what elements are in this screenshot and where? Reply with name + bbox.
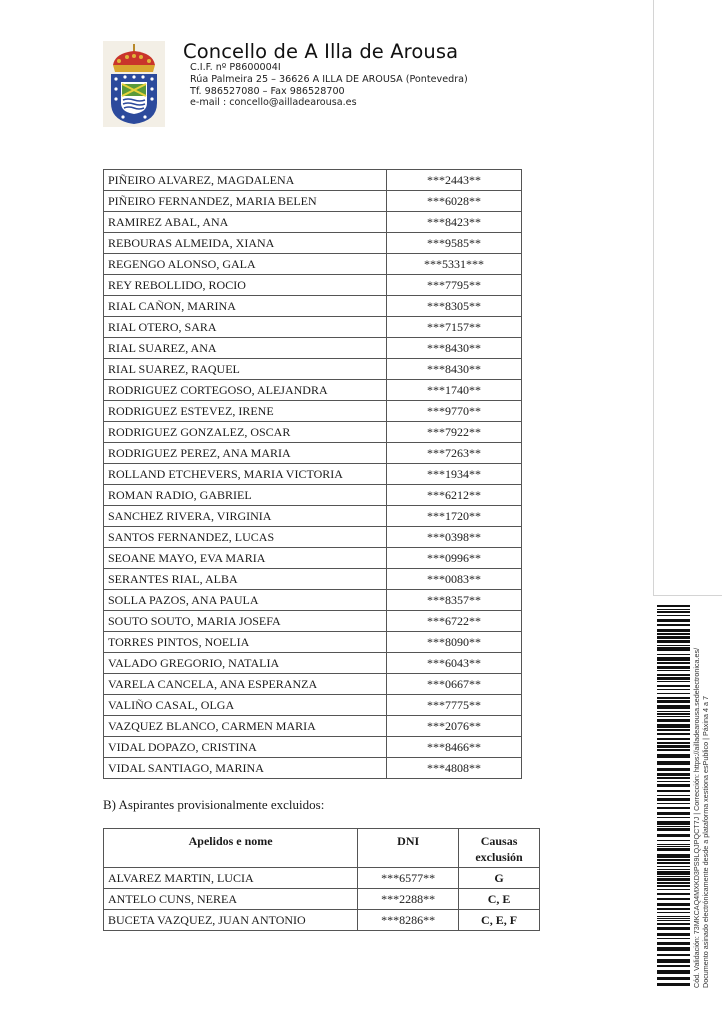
applicant-dni: ***1740** xyxy=(387,380,522,401)
barcode-bar xyxy=(657,773,690,776)
barcode-bar xyxy=(657,848,690,851)
barcode-bar xyxy=(657,636,690,639)
applicant-name: RODRIGUEZ CORTEGOSO, ALEJANDRA xyxy=(104,380,387,401)
margin-frame xyxy=(653,0,722,596)
applicant-dni: ***0083** xyxy=(387,569,522,590)
barcode-bar xyxy=(657,876,690,877)
applicant-dni: ***8430** xyxy=(387,338,522,359)
applicant-name: SEOANE MAYO, EVA MARIA xyxy=(104,548,387,569)
barcode-bar xyxy=(657,654,690,655)
coat-of-arms-logo xyxy=(103,41,165,127)
table-header-row xyxy=(104,829,540,868)
applicant-name: VALIÑO CASAL, OLGA xyxy=(104,695,387,716)
barcode-bar xyxy=(657,803,690,804)
barcode-bar xyxy=(657,745,690,748)
table-row xyxy=(104,212,522,233)
table-row xyxy=(104,653,522,674)
barcode-bar xyxy=(657,677,690,680)
barcode-bar xyxy=(657,977,690,980)
applicant-name: TORRES PINTOS, NOELIA xyxy=(104,632,387,653)
shield-crown-icon xyxy=(103,41,165,127)
table-row xyxy=(104,233,522,254)
barcode-bar xyxy=(657,866,690,867)
table-row xyxy=(104,422,522,443)
applicant-name: RIAL SUAREZ, ANA xyxy=(104,338,387,359)
barcode-bar xyxy=(657,729,690,731)
table-row xyxy=(104,889,540,910)
table-row xyxy=(104,359,522,380)
barcode-bar xyxy=(657,918,690,919)
applicant-dni: ***8430** xyxy=(387,359,522,380)
applicant-dni: ***6212** xyxy=(387,485,522,506)
excluded-applicants-table xyxy=(103,828,540,931)
applicant-name: REY REBOLLIDO, ROCIO xyxy=(104,275,387,296)
barcode-bar xyxy=(657,970,690,974)
table-row xyxy=(104,380,522,401)
barcode-bar xyxy=(657,711,690,712)
applicant-name: SOUTO SOUTO, MARIA JOSEFA xyxy=(104,611,387,632)
applicant-dni: ***5331*** xyxy=(387,254,522,275)
applicant-dni: ***8305** xyxy=(387,296,522,317)
table-row xyxy=(104,485,522,506)
barcode-bar xyxy=(657,640,690,643)
barcode-bar xyxy=(657,611,690,613)
table-row xyxy=(104,254,522,275)
barcode-bar xyxy=(657,768,690,771)
barcode-bar xyxy=(657,965,690,967)
table-row xyxy=(104,527,522,548)
barcode-bar xyxy=(657,713,690,715)
applicant-name: VALADO GREGORIO, NATALIA xyxy=(104,653,387,674)
barcode-bar xyxy=(657,878,690,881)
barcode-bar xyxy=(657,647,690,651)
applicant-name: VIDAL DOPAZO, CRISTINA xyxy=(104,737,387,758)
barcode-bar xyxy=(657,983,690,986)
exclusion-causes: G xyxy=(459,868,540,889)
excluded-dni: ***2288** xyxy=(358,889,459,910)
barcode-bar xyxy=(657,738,690,740)
barcode-bar xyxy=(657,784,690,787)
admitted-applicants-table xyxy=(103,169,522,779)
barcode-bar xyxy=(657,742,690,744)
barcode-bar xyxy=(657,662,690,664)
validation-code-line: Cód. Validación: 73MKCAQ4MXKD3PS9LQJPQCT7J | Corrección: https://ailladearousa.sedelectronica.es/ xyxy=(692,647,701,988)
table-row xyxy=(104,464,522,485)
table-row xyxy=(104,632,522,653)
applicant-name: RIAL OTERO, SARA xyxy=(104,317,387,338)
barcode-bar xyxy=(657,749,690,751)
barcode-bar xyxy=(657,947,690,951)
applicant-dni: ***9585** xyxy=(387,233,522,254)
barcode-bar xyxy=(657,716,690,717)
applicant-name: SANCHEZ RIVERA, VIRGINIA xyxy=(104,506,387,527)
applicant-name: PIÑEIRO ALVAREZ, MAGDALENA xyxy=(104,170,387,191)
applicant-dni: ***8423** xyxy=(387,212,522,233)
barcode-bar xyxy=(657,903,690,906)
excluded-section-heading: B) Aspirantes provisionalmente excluidos: xyxy=(103,797,325,812)
table-row xyxy=(104,737,522,758)
barcode-bar xyxy=(657,871,690,875)
barcode-bar xyxy=(657,889,690,890)
excluded-dni: ***6577** xyxy=(358,868,459,889)
applicant-dni: ***8466** xyxy=(387,737,522,758)
applicant-name: SANTOS FERNANDEZ, LUCAS xyxy=(104,527,387,548)
barcode-bar xyxy=(657,859,690,861)
signature-page-line: Documento asinado electrónicamente desde a plataforma xestiona esPublico | Páxina 4 a 7 xyxy=(701,696,710,988)
applicant-name: RAMIREZ ABAL, ANA xyxy=(104,212,387,233)
barcode-bar xyxy=(657,854,690,858)
barcode-bar xyxy=(657,790,690,792)
barcode-bar xyxy=(657,657,690,661)
barcode-bar xyxy=(657,862,690,864)
barcode-bar xyxy=(657,705,690,709)
barcode-bar xyxy=(657,828,690,831)
applicant-name: SERANTES RIAL, ALBA xyxy=(104,569,387,590)
barcode-bar xyxy=(657,807,690,809)
excluded-name: ANTELO CUNS, NEREA xyxy=(104,889,358,910)
barcode-bar xyxy=(657,954,690,956)
applicant-name: REGENGO ALONSO, GALA xyxy=(104,254,387,275)
barcode-bar xyxy=(657,869,690,870)
barcode-bar xyxy=(657,615,690,616)
barcode-bar xyxy=(657,697,690,699)
barcode-bar xyxy=(657,933,690,936)
table-row xyxy=(104,695,522,716)
table-row xyxy=(104,317,522,338)
barcode-bar xyxy=(657,916,690,917)
applicant-dni: ***7922** xyxy=(387,422,522,443)
applicant-dni: ***1934** xyxy=(387,464,522,485)
table-row xyxy=(104,910,540,931)
table-row xyxy=(104,275,522,296)
column-header-dni: DNI xyxy=(358,829,459,868)
applicant-dni: ***7263** xyxy=(387,443,522,464)
exclusion-causes: C, E, F xyxy=(459,910,540,931)
barcode-bar xyxy=(657,844,690,845)
validation-stamp xyxy=(692,603,710,988)
table-row xyxy=(104,674,522,695)
barcode-bar xyxy=(657,719,690,722)
table-row xyxy=(104,716,522,737)
barcode-bar xyxy=(657,840,690,841)
table-row xyxy=(104,758,522,779)
barcode-bar xyxy=(657,826,690,827)
table-row xyxy=(104,868,540,889)
barcode-bar xyxy=(657,817,690,818)
email-line: e-mail : concello@ailladearousa.es xyxy=(190,97,357,108)
applicant-dni: ***6028** xyxy=(387,191,522,212)
barcode-bar xyxy=(657,781,690,782)
organization-title: Concello de A Illa de Arousa xyxy=(183,40,459,63)
applicant-dni: ***2076** xyxy=(387,716,522,737)
barcode-icon xyxy=(657,605,690,988)
barcode-bar xyxy=(657,795,690,796)
barcode-bar xyxy=(657,761,690,765)
barcode-bar xyxy=(657,885,690,887)
barcode-bar xyxy=(657,938,690,939)
applicant-dni: ***9770** xyxy=(387,401,522,422)
table-row xyxy=(104,338,522,359)
phone-fax-line: Tf. 986527080 – Fax 986528700 xyxy=(190,86,345,97)
table-row xyxy=(104,506,522,527)
barcode-bar xyxy=(657,605,690,607)
applicant-name: VIDAL SANTIAGO, MARINA xyxy=(104,758,387,779)
barcode-bar xyxy=(657,942,690,945)
barcode-bar xyxy=(657,846,690,847)
barcode-bar xyxy=(657,619,690,622)
applicant-name: RODRIGUEZ ESTEVEZ, IRENE xyxy=(104,401,387,422)
barcode-bar xyxy=(657,674,690,676)
barcode-bar xyxy=(657,959,690,963)
applicant-name: RIAL CAÑON, MARINA xyxy=(104,296,387,317)
address-line: Rúa Palmeira 25 – 36626 A ILLA DE AROUSA (Pontevedra) xyxy=(190,74,468,85)
applicant-name: REBOURAS ALMEIDA, XIANA xyxy=(104,233,387,254)
barcode-bar xyxy=(657,724,690,728)
barcode-bar xyxy=(657,798,690,801)
applicant-name: VAZQUEZ BLANCO, CARMEN MARIA xyxy=(104,716,387,737)
applicant-dni: ***1720** xyxy=(387,506,522,527)
barcode-bar xyxy=(657,923,690,925)
applicant-dni: ***8357** xyxy=(387,590,522,611)
barcode-bar xyxy=(657,908,690,910)
table-row xyxy=(104,191,522,212)
barcode-bar xyxy=(657,693,690,694)
barcode-bar xyxy=(657,700,690,703)
applicant-name: PIÑEIRO FERNANDEZ, MARIA BELEN xyxy=(104,191,387,212)
applicant-name: SOLLA PAZOS, ANA PAULA xyxy=(104,590,387,611)
applicant-dni: ***7795** xyxy=(387,275,522,296)
barcode-bar xyxy=(657,893,690,895)
applicant-dni: ***8090** xyxy=(387,632,522,653)
excluded-name: ALVAREZ MARTIN, LUCIA xyxy=(104,868,358,889)
barcode-bar xyxy=(657,645,690,646)
barcode-bar xyxy=(657,882,690,884)
causes-header-line2: exclusión xyxy=(475,850,523,864)
column-header-causes xyxy=(459,829,540,868)
applicant-dni: ***0667** xyxy=(387,674,522,695)
barcode-bar xyxy=(657,777,690,779)
barcode-bar xyxy=(657,685,690,687)
validation-barcode xyxy=(657,605,690,988)
barcode-bar xyxy=(657,812,690,815)
barcode-bar xyxy=(657,898,690,900)
table-row xyxy=(104,170,522,191)
table-row xyxy=(104,590,522,611)
applicant-name: VARELA CANCELA, ANA ESPERANZA xyxy=(104,674,387,695)
applicant-name: ROLLAND ETCHEVERS, MARIA VICTORIA xyxy=(104,464,387,485)
barcode-bar xyxy=(657,927,690,930)
barcode-bar xyxy=(657,733,690,735)
excluded-dni: ***8286** xyxy=(358,910,459,931)
applicant-dni: ***4808** xyxy=(387,758,522,779)
barcode-bar xyxy=(657,670,690,671)
table-row xyxy=(104,443,522,464)
applicant-name: RODRIGUEZ GONZALEZ, OSCAR xyxy=(104,422,387,443)
table-row xyxy=(104,401,522,422)
table-row xyxy=(104,611,522,632)
barcode-bar xyxy=(657,920,690,921)
barcode-bar xyxy=(657,609,690,610)
table-row xyxy=(104,296,522,317)
applicant-dni: ***6722** xyxy=(387,611,522,632)
applicant-name: ROMAN RADIO, GABRIEL xyxy=(104,485,387,506)
barcode-bar xyxy=(657,624,690,626)
applicant-dni: ***0398** xyxy=(387,527,522,548)
applicant-dni: ***2443** xyxy=(387,170,522,191)
barcode-bar xyxy=(657,633,690,635)
applicant-name: RODRIGUEZ PEREZ, ANA MARIA xyxy=(104,443,387,464)
exclusion-causes: C, E xyxy=(459,889,540,910)
applicant-name: RIAL SUAREZ, RAQUEL xyxy=(104,359,387,380)
excluded-name: BUCETA VAZQUEZ, JUAN ANTONIO xyxy=(104,910,358,931)
table-row xyxy=(104,569,522,590)
cif-line: C.I.F. nº P8600004I xyxy=(190,62,281,73)
barcode-bar xyxy=(657,666,690,669)
barcode-bar xyxy=(657,834,690,837)
table-row xyxy=(104,548,522,569)
barcode-bar xyxy=(657,689,690,690)
barcode-bar xyxy=(657,821,690,825)
applicant-dni: ***7157** xyxy=(387,317,522,338)
applicant-dni: ***6043** xyxy=(387,653,522,674)
barcode-bar xyxy=(657,629,690,632)
barcode-bar xyxy=(657,754,690,758)
causes-header-line1: Causas xyxy=(480,834,518,848)
column-header-name: Apelidos e nome xyxy=(104,829,358,868)
barcode-bar xyxy=(657,912,690,913)
applicant-dni: ***7775** xyxy=(387,695,522,716)
applicant-dni: ***0996** xyxy=(387,548,522,569)
barcode-bar xyxy=(657,681,690,682)
